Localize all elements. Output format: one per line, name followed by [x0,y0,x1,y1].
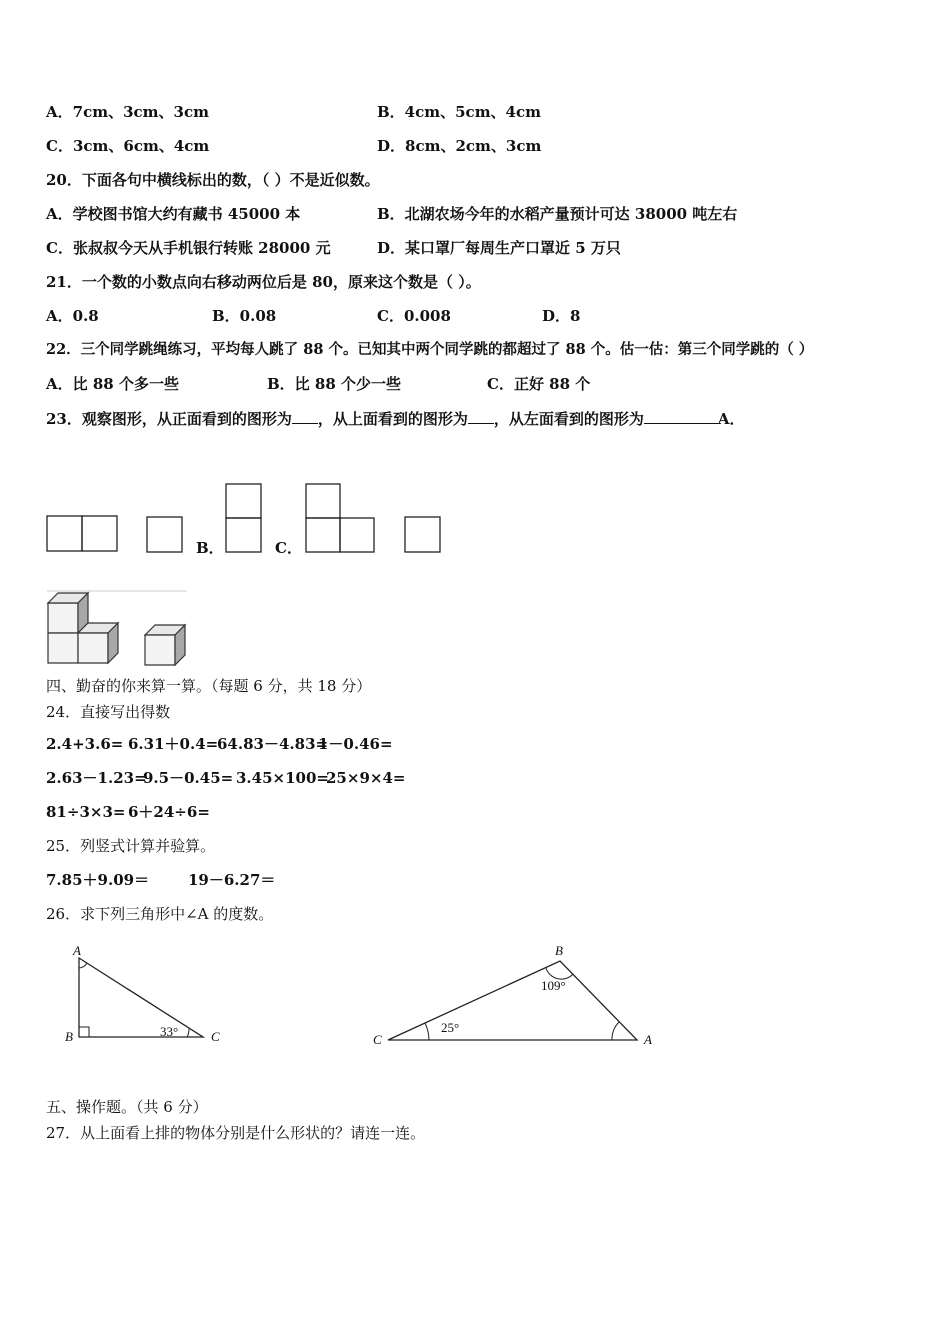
q21-stem: 21．一个数的小数点向右移动两位后是 80，原来这个数是（ ）。 [46,273,481,291]
q23-option-b-label: B． [196,539,224,557]
q20-option-b: B．北湖农场今年的水稻产量预计可达 38000 吨左右 [377,205,738,223]
q21-option-c: C．0.008 [377,307,451,325]
q23-blank-left[interactable] [644,409,718,424]
q22-option-a: A．比 88 个多一些 [46,375,179,393]
cube-single-front [145,635,175,665]
tri2-label-c: C [373,1032,382,1047]
tri2-label-b: B [555,943,563,958]
q24-r2-2: 9.5－0.45= [143,769,234,787]
q23-part2: ，从上面看到的图形为 [317,410,468,428]
tri1-label-b: B [65,1029,73,1044]
q26-triangle-1 [79,958,203,1037]
q26-triangle-2 [388,961,637,1040]
q23-shape-a-right [82,516,117,551]
cube-single-lid [145,625,185,635]
cube-br-side [108,623,118,663]
q25-item-1: 7.85＋9.09＝ [46,871,150,889]
q23-shape-c-bottom-right [340,518,374,552]
section5-title: 五、操作题。（共 6 分） [46,1098,208,1116]
q23-blank-top[interactable] [468,409,494,424]
section4-title: 四、勤奋的你来算一算。（每题 6 分，共 18 分） [46,677,372,695]
q22-option-c: C．正好 88 个 [487,375,591,393]
q19-option-a: A．7cm、3cm、3cm [46,103,209,121]
cube-stack-figure [48,593,185,665]
q19-option-b: B．4cm、5cm、4cm [377,103,542,121]
q19-option-c: C．3cm、6cm、4cm [46,137,210,155]
q23-stem [46,409,745,429]
q24-r1-4: 1－0.46= [318,735,393,753]
cube-top-front [48,603,78,633]
q21-option-b: B．0.08 [212,307,277,325]
q23-part3: ，从左面看到的图形为 [493,410,644,428]
q22-stem: 22．三个同学跳绳练习，平均每人跳了 88 个。已知其中两个同学跳的都超过了 88 个。估一估：第三个同学跳的（ ） [46,341,814,358]
cube-single-side [175,625,185,665]
q20-option-c: C．张叔叔今天从手机银行转账 28000 元 [46,239,331,257]
q19-option-d: D．8cm、2cm、3cm [377,137,542,155]
cube-top-lid [48,593,88,603]
q20-option-d: D．某口罩厂每周生产口罩近 5 万只 [377,239,621,257]
q24-r2-3: 3.45×100= [236,769,329,787]
cube-bl-front [48,633,78,663]
cube-br-lid [78,623,118,633]
tri2-label-a: A [644,1032,652,1047]
q20-option-a: A．学校图书馆大约有藏书 45000 本 [46,205,301,223]
q23-part1: 23．观察图形，从正面看到的图形为 [46,410,292,428]
q24-r1-1: 2.4+3.6= [46,735,124,753]
q24-r2-1: 2.63－1.23= [46,769,147,787]
tri2-angle-b: 109° [541,978,566,993]
q21-option-d: D．8 [542,307,581,325]
q23-shape-c-top [306,484,340,518]
q24-r2-4: 25×9×4= [326,769,406,787]
q24-stem: 24．直接写出得数 [46,703,171,721]
q24-r3-1: 81÷3×3= [46,803,126,821]
q24-r1-3: 64.83－4.83= [217,735,329,753]
q20-stem: 20．下面各句中横线标出的数，（ ）不是近似数。 [46,171,380,189]
q23-blank-front[interactable] [292,409,318,424]
tri1-label-c: C [211,1029,220,1044]
q25-item-2: 19－6.27＝ [188,871,276,889]
q25-stem: 25．列竖式计算并验算。 [46,837,216,855]
cube-br-front [78,633,108,663]
q23-shape-single-1 [147,517,182,552]
tri1-angle-c: 33° [160,1024,179,1039]
q23-shape-b-bottom [226,518,261,552]
q24-r3-2: 6＋24÷6= [128,803,210,821]
q23-shape-c-bottom-left [306,518,340,552]
cube-top-side [78,593,88,633]
q23-shape-b-top [226,484,261,518]
q23-shape-single-2 [405,517,440,552]
q24-r1-2: 6.31＋0.4= [128,735,219,753]
q23-tail: A． [717,410,745,428]
q21-option-a: A．0.8 [46,307,99,325]
q27-stem: 27．从上面看上排的物体分别是什么形状的？请连一连。 [46,1124,426,1142]
q23-option-c-label: C． [275,539,302,557]
tri2-angle-c: 25° [441,1020,460,1035]
q26-stem: 26．求下列三角形中∠A 的度数。 [46,905,274,923]
q22-option-b: B．比 88 个少一些 [267,375,401,393]
tri1-label-a: A [73,943,81,958]
q23-shape-a-left [47,516,82,551]
